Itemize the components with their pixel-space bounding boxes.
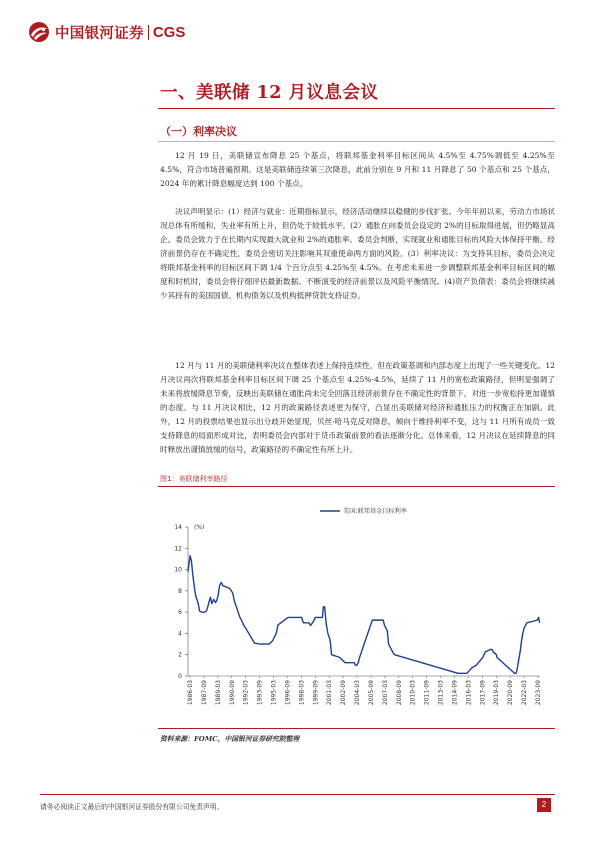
series-line-fed-funds-target (188, 556, 540, 674)
x-tick-label: 2022-03 (521, 680, 529, 706)
y-tick-label: 4 (178, 630, 182, 638)
section-title-rule (158, 108, 555, 109)
y-axis-unit: (%) (194, 524, 205, 531)
x-tick-label: 1987-09 (200, 680, 208, 706)
subsection-title-rule (158, 141, 555, 142)
x-tick-label: 1992-03 (242, 680, 250, 706)
y-tick-label: 14 (174, 524, 182, 531)
x-tick-label: 2001-03 (326, 680, 334, 706)
subsection-title: （一）利率决议 (160, 125, 237, 138)
x-tick-label: 1995-03 (270, 680, 278, 706)
x-tick-label: 2010-03 (409, 680, 417, 706)
x-tick-label: 1990-09 (228, 680, 236, 706)
y-tick-label: 8 (178, 587, 182, 595)
x-tick-label: 1986-03 (187, 680, 194, 706)
y-axis-ticks (174, 524, 188, 680)
x-tick-label: 2004-03 (354, 680, 362, 706)
x-tick-label: 2008-09 (395, 680, 403, 706)
paragraph-statement: 决议声明显示：(1）经济与就业：近期指标显示，经济活动继续以稳健的步伐扩张。今年年初以来，劳动力市场状况总体有所缓和，失业率有所上升，但仍处于较低水平。(2）通胀在向委员会设定的 2%的目标取得进展，但仍略显高企。委员会致力于在长期内实现最大就业和 2%的通胀率。委员会判断，实现就业和通胀目标的风险大体保持平衡。经济前景仍存在不确定性，委员会密切关注影响其双重使命两方面的风险。(3）利率决议：为支持其目标，委员会决定将联邦基金利率的目标区间下调 1/4 个百分点至 4.25%至 4.5%。在考虑未来进一步调整联邦基金利率目标区间的幅度和时机时，委员会将仔细评估最新数据、不断演变的经济前景以及风险平衡情况。(4)资产负债表：委员会将继续减少其持有的美国国债、机构债务以及机构抵押贷款支持证券。 (160, 207, 555, 300)
logo-text-cn: 中国银河证券 (55, 25, 144, 42)
x-tick-label: 2014-09 (451, 680, 459, 706)
x-tick-label: 2017-09 (479, 680, 487, 706)
figure-source: 资料来源：FOMC，中国银河证券研究院整理 (160, 735, 300, 743)
section-title: 一、美联储 12 月议息会议 (160, 83, 379, 103)
paragraph-comparison: 12 月与 11 月的美联储利率决议在整体表述上保持连续性，但在政策基调和内部态度上出现了一些关键变化。12 月决议再次将联邦基金利率目标区间下调 25 个基点至 4.25%-4.5%，延续了 11 月的宽松政策路径，但明显强调了未来将放缓降息节奏，反映出美联储在通胀尚未完全回落且经济前景存在不确定性的背景下，对进一步宽松持更加谨慎的态度。与 11 月决议相比，12 月的政策路径表述更为保守，凸显出美联储对经济和通胀压力的权衡正在加剧。此外，12 月的投票结果也显示出分歧开始显现，贝丝·哈马克反对降息，倾向于维持利率不变，这与 11 月所有成员一致支持降息的局面形成对比，表明委员会内部对于货币政策前景的看法逐渐分化。总体来看，12 月决议在延续降息的同时释放出谨慎放缓的信号，政策路径的不确定性有所上升。 (160, 361, 555, 454)
y-tick-label: 2 (178, 651, 182, 659)
x-tick-label: 1996-09 (284, 680, 292, 706)
footer-rule (40, 794, 555, 795)
y-tick-label: 0 (178, 673, 182, 680)
y-tick-label: 12 (174, 545, 182, 553)
x-tick-label: 1993-09 (256, 680, 264, 706)
x-tick-label: 2013-03 (437, 680, 445, 706)
x-tick-label: 2002-09 (340, 680, 348, 706)
logo-divider (148, 25, 149, 40)
x-tick-label: 1998-03 (298, 680, 306, 706)
x-tick-label: 2005-09 (367, 680, 375, 706)
y-tick-label: 10 (174, 566, 182, 574)
legend-label: 美国:联邦基金目标利率 (343, 508, 407, 515)
paragraph-rate-decision: 12 月 19 日，美联储宣布降息 25 个基点，将联邦基金利率目标区间从 4.5%至 4.75%调低至 4.25%至 4.5%，符合市场普遍预期。这是美联储连续第三次降息，此前分别在 9 月和 11 月降息了 50 个基点和 25 个基点，2024 年的累计降息幅度达到 100 个基点。 (160, 151, 555, 188)
company-logo (28, 20, 185, 44)
x-tick-label: 2019-03 (493, 680, 501, 706)
x-tick-label: 2007-03 (381, 680, 389, 706)
galaxy-logo-icon (28, 21, 50, 43)
chart-legend (320, 507, 407, 515)
y-tick-label: 6 (178, 609, 182, 617)
x-axis-ticks (187, 676, 542, 705)
figure-caption: 图1：美联储利率路径 (160, 475, 228, 483)
figure-top-rule (158, 486, 555, 487)
footer-disclaimer: 请务必阅读正文最后的中国银河证券股份有限公司免责声明。 (40, 803, 224, 811)
chart-axes (188, 527, 540, 676)
x-tick-label: 2016-03 (465, 680, 473, 706)
x-tick-label: 1999-09 (312, 680, 320, 706)
x-tick-label: 2011-09 (423, 680, 431, 706)
figure-bottom-rule (158, 728, 555, 729)
x-tick-label: 2023-09 (535, 680, 542, 706)
x-tick-label: 1989-03 (214, 680, 222, 706)
fed-rate-chart (158, 496, 555, 726)
page-number: 2 (537, 798, 551, 812)
x-tick-label: 2020-09 (507, 680, 515, 706)
logo-text-en: CGS (152, 23, 186, 41)
